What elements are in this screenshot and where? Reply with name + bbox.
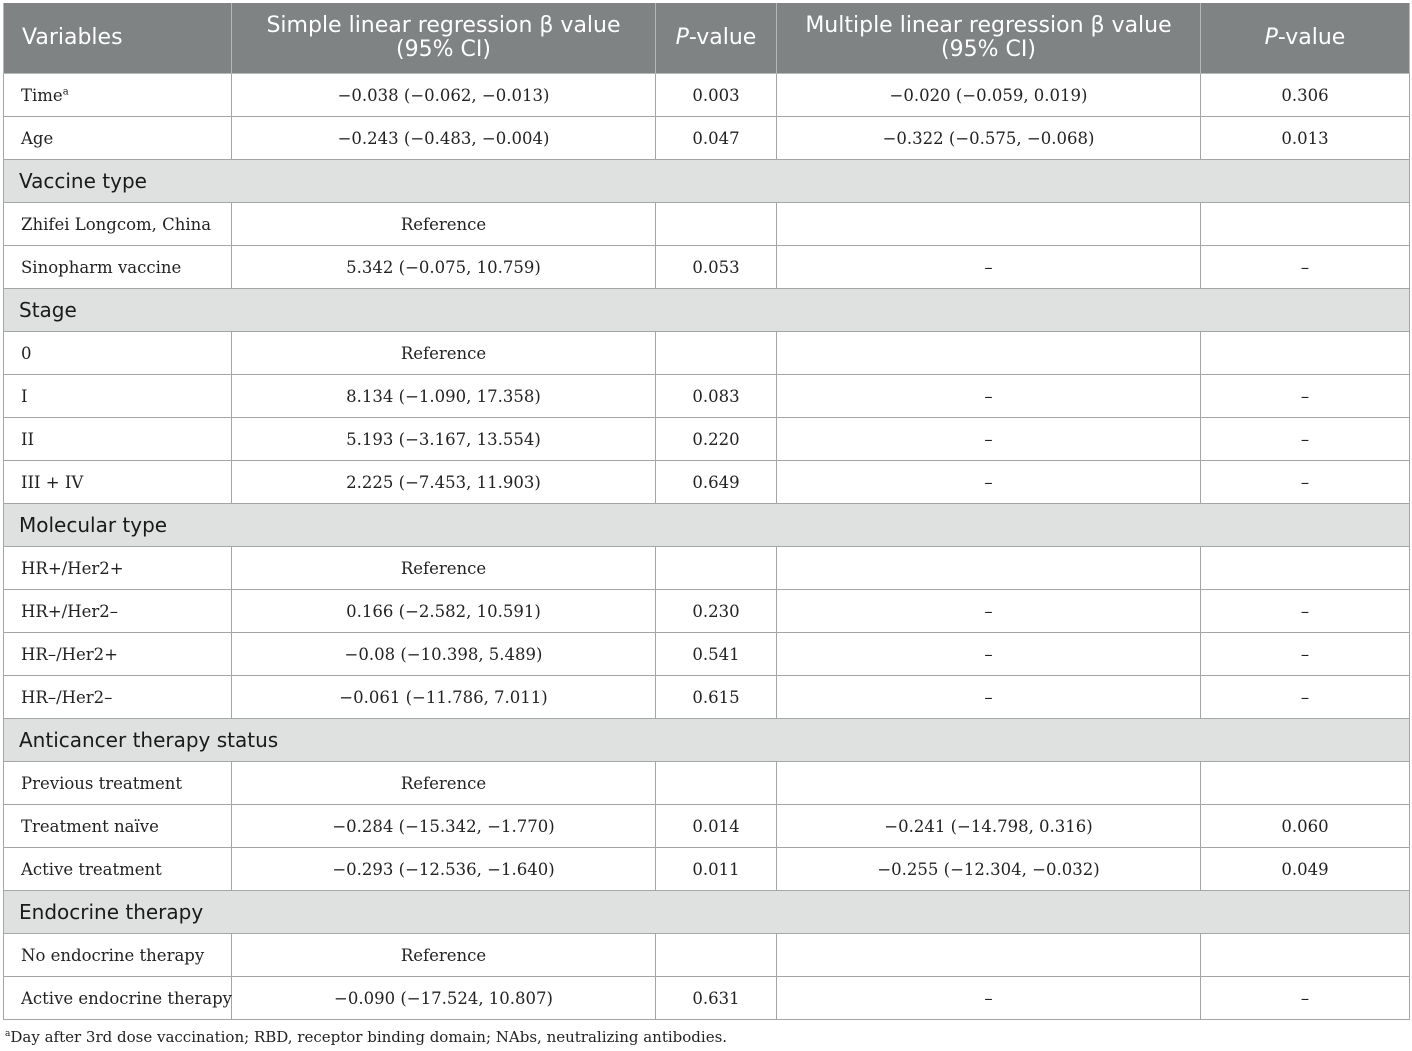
variable-label: HR–/Her2+	[21, 644, 118, 664]
multiple-beta-cell	[777, 934, 1201, 977]
simple-beta-cell: 2.225 (−7.453, 11.903)	[232, 461, 656, 504]
p-value-multiple-cell: –	[1201, 977, 1410, 1020]
variable-label: Active treatment	[21, 859, 162, 879]
simple-beta-cell: Reference	[232, 762, 656, 805]
section-label: Endocrine therapy	[4, 891, 1410, 934]
p-value-simple-cell: 0.014	[656, 805, 777, 848]
table-row	[4, 590, 1410, 633]
variable-cell	[4, 633, 232, 676]
header-variables: Variables	[4, 3, 232, 74]
p-value-simple-cell: 0.011	[656, 848, 777, 891]
p-value-multiple-cell	[1201, 547, 1410, 590]
variable-cell	[4, 805, 232, 848]
p-value-multiple-cell: –	[1201, 633, 1410, 676]
table-row	[4, 332, 1410, 375]
table-row	[4, 805, 1410, 848]
simple-beta-cell: −0.061 (−11.786, 7.011)	[232, 676, 656, 719]
simple-beta-cell: −0.293 (−12.536, −1.640)	[232, 848, 656, 891]
multiple-beta-cell	[777, 762, 1201, 805]
multiple-beta-cell: −0.255 (−12.304, −0.032)	[777, 848, 1201, 891]
header-p-value-multiple	[1201, 3, 1410, 74]
variable-label: HR+/Her2–	[21, 601, 118, 621]
variable-cell	[4, 332, 232, 375]
multiple-beta-cell: –	[777, 590, 1201, 633]
variable-cell	[4, 203, 232, 246]
footnote-text: Day after 3rd dose vaccination; RBD, receptor binding domain; NAbs, neutralizing antibodies.	[10, 1028, 728, 1046]
table-header	[4, 3, 1410, 74]
p-value-simple-cell: 0.047	[656, 117, 777, 160]
p-value-simple-cell: 0.541	[656, 633, 777, 676]
variable-cell	[4, 934, 232, 977]
p-value-multiple-cell: 0.013	[1201, 117, 1410, 160]
p-value-multiple-cell	[1201, 934, 1410, 977]
variable-cell	[4, 375, 232, 418]
table-row	[4, 203, 1410, 246]
footnote-ref: a	[62, 86, 69, 97]
section-row	[4, 160, 1410, 203]
simple-beta-cell: 8.134 (−1.090, 17.358)	[232, 375, 656, 418]
table-row	[4, 977, 1410, 1020]
table-footnote	[5, 1028, 727, 1046]
p-value-multiple-cell	[1201, 762, 1410, 805]
p-value-simple-cell: 0.003	[656, 74, 777, 117]
p-value-simple-cell: 0.649	[656, 461, 777, 504]
section-row	[4, 719, 1410, 762]
variable-cell	[4, 977, 232, 1020]
simple-beta-cell: Reference	[232, 547, 656, 590]
p-value-simple-cell: 0.220	[656, 418, 777, 461]
p-value-multiple-cell	[1201, 203, 1410, 246]
simple-beta-cell: Reference	[232, 332, 656, 375]
header-simple-line2: (95% CI)	[396, 37, 491, 62]
table-row	[4, 547, 1410, 590]
p-value-simple-cell	[656, 547, 777, 590]
section-label: Vaccine type	[4, 160, 1410, 203]
table-row	[4, 117, 1410, 160]
p-value-simple-cell: 0.230	[656, 590, 777, 633]
p-value-multiple-cell: –	[1201, 461, 1410, 504]
table-row	[4, 762, 1410, 805]
section-row	[4, 504, 1410, 547]
header-p1-italic: P	[675, 25, 689, 50]
variable-label: Sinopharm vaccine	[21, 257, 182, 277]
variable-label: 0	[21, 343, 32, 363]
p-value-multiple-cell: 0.049	[1201, 848, 1410, 891]
table-row	[4, 246, 1410, 289]
variable-label: I	[21, 386, 28, 406]
p-value-simple-cell	[656, 934, 777, 977]
table-row	[4, 934, 1410, 977]
variable-cell	[4, 418, 232, 461]
variable-label: Active endocrine therapy	[21, 988, 232, 1008]
multiple-beta-cell	[777, 547, 1201, 590]
p-value-multiple-cell: –	[1201, 590, 1410, 633]
section-label: Anticancer therapy status	[4, 719, 1410, 762]
simple-beta-cell: 0.166 (−2.582, 10.591)	[232, 590, 656, 633]
p-value-simple-cell: 0.631	[656, 977, 777, 1020]
p-value-simple-cell	[656, 203, 777, 246]
table-row	[4, 74, 1410, 117]
p-value-simple-cell: 0.083	[656, 375, 777, 418]
header-p2-italic: P	[1264, 25, 1278, 50]
variable-label: HR–/Her2–	[21, 687, 113, 707]
multiple-beta-cell: –	[777, 418, 1201, 461]
header-multiple-line1: Multiple linear regression β value	[805, 13, 1172, 38]
p-value-multiple-cell: 0.060	[1201, 805, 1410, 848]
table-row	[4, 633, 1410, 676]
p-value-multiple-cell: –	[1201, 418, 1410, 461]
simple-beta-cell: 5.193 (−3.167, 13.554)	[232, 418, 656, 461]
variable-cell	[4, 461, 232, 504]
header-multiple-line2: (95% CI)	[941, 37, 1036, 62]
p-value-multiple-cell	[1201, 332, 1410, 375]
variable-label: Treatment naïve	[21, 816, 159, 836]
multiple-beta-cell: −0.020 (−0.059, 0.019)	[777, 74, 1201, 117]
multiple-beta-cell: −0.322 (−0.575, −0.068)	[777, 117, 1201, 160]
variable-cell	[4, 547, 232, 590]
variable-label: HR+/Her2+	[21, 558, 124, 578]
section-label: Stage	[4, 289, 1410, 332]
simple-beta-cell: −0.038 (−0.062, −0.013)	[232, 74, 656, 117]
header-p1-rest: -value	[688, 25, 757, 50]
variable-cell	[4, 117, 232, 160]
header-row	[4, 3, 1410, 74]
variable-label: Previous treatment	[21, 773, 183, 793]
p-value-simple-cell: 0.615	[656, 676, 777, 719]
multiple-beta-cell: –	[777, 977, 1201, 1020]
simple-beta-cell: −0.243 (−0.483, −0.004)	[232, 117, 656, 160]
p-value-multiple-cell: –	[1201, 375, 1410, 418]
section-row	[4, 289, 1410, 332]
variable-cell	[4, 590, 232, 633]
table-row	[4, 848, 1410, 891]
multiple-beta-cell: –	[777, 246, 1201, 289]
p-value-simple-cell	[656, 762, 777, 805]
variable-label: Zhifei Longcom, China	[21, 214, 212, 234]
multiple-beta-cell	[777, 332, 1201, 375]
regression-table	[3, 3, 1410, 1020]
multiple-beta-cell: –	[777, 676, 1201, 719]
p-value-simple-cell: 0.053	[656, 246, 777, 289]
variable-cell	[4, 246, 232, 289]
variable-label: III + IV	[21, 472, 84, 492]
simple-beta-cell: Reference	[232, 934, 656, 977]
multiple-beta-cell: −0.241 (−14.798, 0.316)	[777, 805, 1201, 848]
variable-label: Time	[21, 85, 63, 105]
table-row	[4, 375, 1410, 418]
table-row	[4, 461, 1410, 504]
multiple-beta-cell: –	[777, 633, 1201, 676]
header-simple-beta	[232, 3, 656, 74]
simple-beta-cell: 5.342 (−0.075, 10.759)	[232, 246, 656, 289]
table-row	[4, 418, 1410, 461]
variable-label: II	[21, 429, 35, 449]
p-value-simple-cell	[656, 332, 777, 375]
simple-beta-cell: −0.284 (−15.342, −1.770)	[232, 805, 656, 848]
multiple-beta-cell	[777, 203, 1201, 246]
table-row	[4, 676, 1410, 719]
footnote-marker: a	[5, 1029, 11, 1039]
table-body	[4, 74, 1410, 1020]
variable-label: Age	[21, 128, 54, 148]
header-simple-line1: Simple linear regression β value	[266, 13, 621, 38]
multiple-beta-cell: –	[777, 461, 1201, 504]
p-value-multiple-cell: 0.306	[1201, 74, 1410, 117]
header-p-value-simple	[656, 3, 777, 74]
header-multiple-beta	[777, 3, 1201, 74]
simple-beta-cell: −0.08 (−10.398, 5.489)	[232, 633, 656, 676]
p-value-multiple-cell: –	[1201, 246, 1410, 289]
variable-cell	[4, 676, 232, 719]
variable-label: No endocrine therapy	[21, 945, 205, 965]
section-label: Molecular type	[4, 504, 1410, 547]
p-value-multiple-cell: –	[1201, 676, 1410, 719]
variable-cell	[4, 848, 232, 891]
multiple-beta-cell: –	[777, 375, 1201, 418]
simple-beta-cell: −0.090 (−17.524, 10.807)	[232, 977, 656, 1020]
variable-cell	[4, 74, 232, 117]
simple-beta-cell: Reference	[232, 203, 656, 246]
section-row	[4, 891, 1410, 934]
variable-cell	[4, 762, 232, 805]
header-p2-rest: -value	[1277, 25, 1346, 50]
